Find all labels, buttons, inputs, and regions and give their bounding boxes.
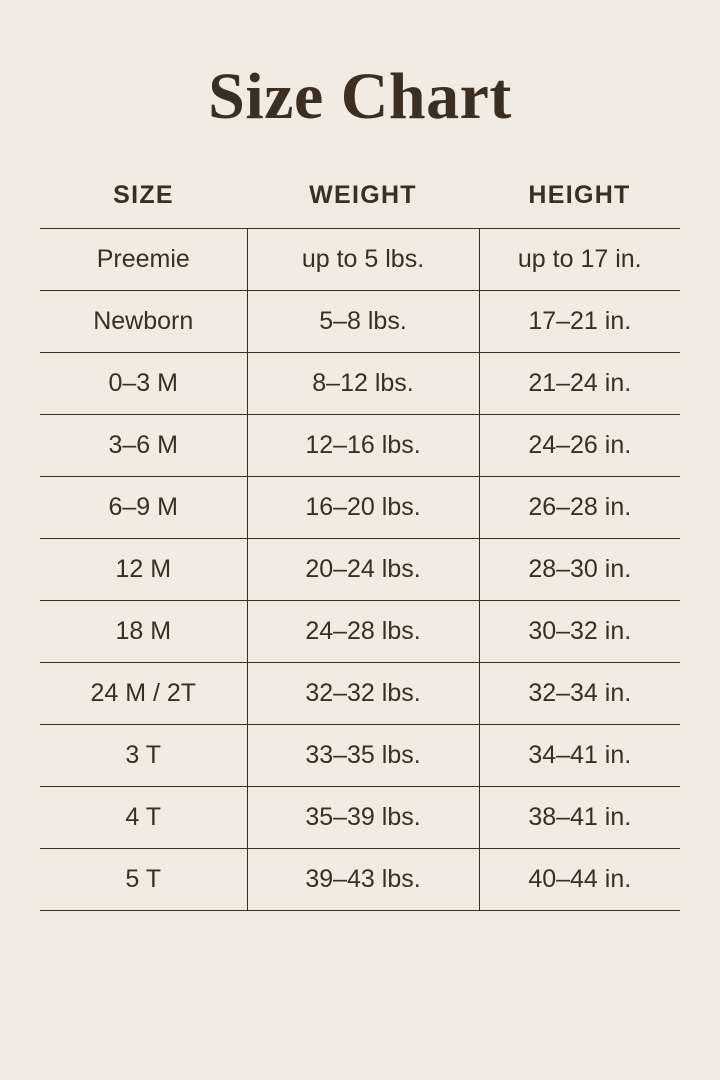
cell-weight: 24–28 lbs. — [247, 601, 479, 663]
cell-height: 32–34 in. — [479, 663, 680, 725]
cell-size: 3–6 M — [40, 415, 247, 477]
cell-weight: 33–35 lbs. — [247, 725, 479, 787]
cell-weight: 12–16 lbs. — [247, 415, 479, 477]
cell-height: 30–32 in. — [479, 601, 680, 663]
cell-weight: 20–24 lbs. — [247, 539, 479, 601]
cell-height: 26–28 in. — [479, 477, 680, 539]
cell-size: 5 T — [40, 849, 247, 911]
cell-size: Newborn — [40, 291, 247, 353]
table-row — [40, 229, 680, 291]
table-row — [40, 539, 680, 601]
cell-size: 0–3 M — [40, 353, 247, 415]
cell-height: 28–30 in. — [479, 539, 680, 601]
table-row — [40, 353, 680, 415]
cell-weight: 16–20 lbs. — [247, 477, 479, 539]
table-row — [40, 849, 680, 911]
cell-height: up to 17 in. — [479, 229, 680, 291]
cell-size: 4 T — [40, 787, 247, 849]
column-header-height: HEIGHT — [528, 181, 631, 210]
table-header-row — [40, 175, 680, 229]
table-row — [40, 725, 680, 787]
table-row — [40, 601, 680, 663]
table-header — [40, 175, 680, 229]
cell-height: 17–21 in. — [479, 291, 680, 353]
cell-height: 34–41 in. — [479, 725, 680, 787]
page-title: Size Chart — [208, 60, 512, 133]
cell-size: 24 M / 2T — [40, 663, 247, 725]
table-row — [40, 787, 680, 849]
cell-weight: 39–43 lbs. — [247, 849, 479, 911]
table-row — [40, 477, 680, 539]
table-row — [40, 291, 680, 353]
cell-size: 6–9 M — [40, 477, 247, 539]
size-chart-table — [40, 175, 680, 911]
cell-height: 21–24 in. — [479, 353, 680, 415]
cell-size: Preemie — [40, 229, 247, 291]
cell-size: 18 M — [40, 601, 247, 663]
cell-size: 12 M — [40, 539, 247, 601]
cell-size: 3 T — [40, 725, 247, 787]
table-row — [40, 663, 680, 725]
cell-height: 24–26 in. — [479, 415, 680, 477]
column-header-weight: WEIGHT — [309, 181, 417, 210]
table-row — [40, 415, 680, 477]
cell-weight: 8–12 lbs. — [247, 353, 479, 415]
cell-weight: 5–8 lbs. — [247, 291, 479, 353]
table-body — [40, 229, 680, 911]
column-header-size: SIZE — [113, 181, 174, 210]
cell-height: 38–41 in. — [479, 787, 680, 849]
cell-weight: 32–32 lbs. — [247, 663, 479, 725]
cell-weight: up to 5 lbs. — [247, 229, 479, 291]
cell-weight: 35–39 lbs. — [247, 787, 479, 849]
cell-height: 40–44 in. — [479, 849, 680, 911]
